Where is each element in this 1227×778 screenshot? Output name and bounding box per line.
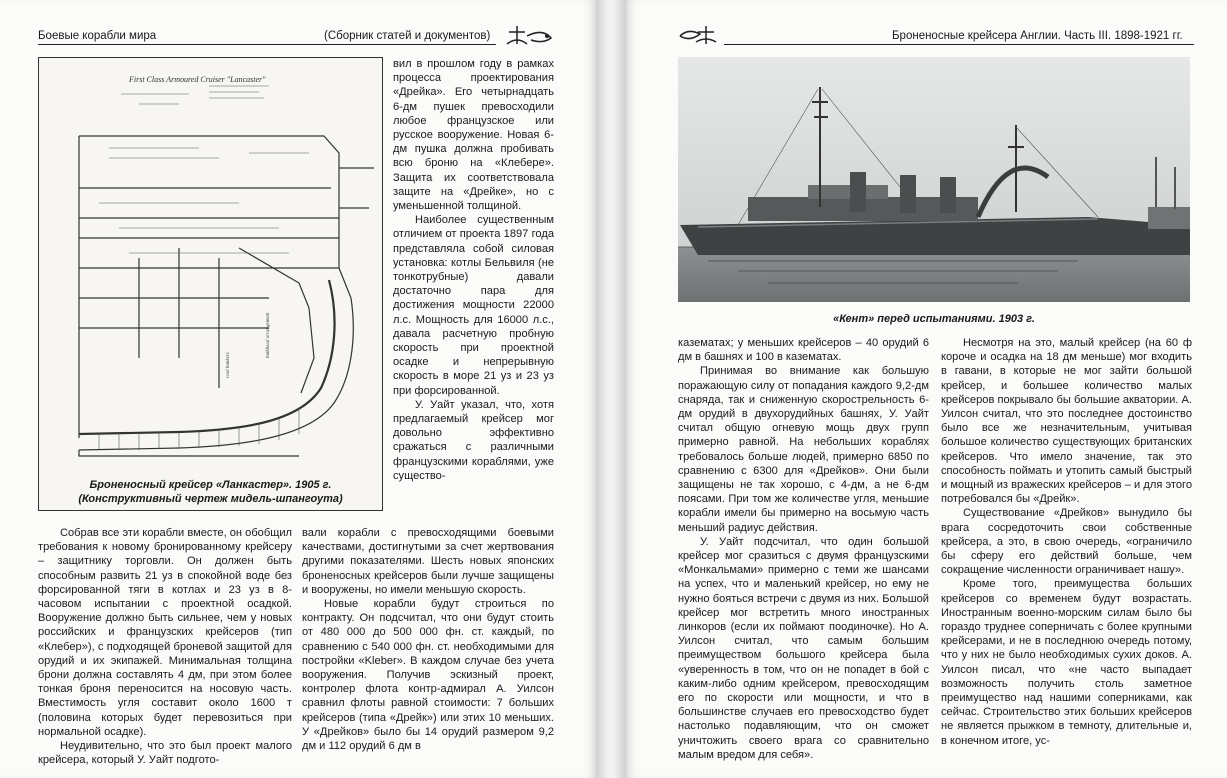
paragraph: Собрав все эти корабли вместе, он обобщил требования к новому бронированному крейсеру – защитнику торговли. Он должен быть способным развить 21 уз в спокойной воде без форсированной тяги в котлах и 23 уз в 8-часовом испытании с проектной осадкой. Вооружение должно быть сильнее, чем у новых российских и французских крейсеров (тип «Клебер»), с подходящей броневой защитой для орудий и их экипажей. Минимальная толщина брони должна составлять 4 дм, при этом более тонкая броня переносится на носовую часть. Вместимость угля составит около 1600 т (половина которых будет перевозиться при нормальной осадке). bbox=[38, 527, 292, 738]
figure-caption-line2: (Конструктивный чертеж мидель-шпангоута) bbox=[78, 492, 343, 505]
right-page-column-a bbox=[678, 336, 929, 762]
figure-caption bbox=[39, 479, 382, 506]
paragraph: У. Уайт подсчитал, что один большой крейсер мог сразиться с двумя французскими «Монкальмами» примерно с теми же шансами на успех, что и маленький крейсер, но ему не нужно бояться встречи с двумя из них. Большой крейсер мог встретить много иностранных линкоров (если их поймают поодиночке). Но А. Уилсон считал, что самым большим преимуществом большого крейсера была «уверенность в том, что он не попадет в бой с каким-либо одним крейсером, превосходящим его по скорости или мощности, и что в большинстве случаев его превосходство будет настолько подавляющим, что он сможет уничтожить своего врага со сравнительно малым вредом для себя». bbox=[678, 535, 929, 761]
paragraph: вали корабли с превосходящими боевыми качествами, достигнутыми за счет жертвования другими показателями. Шесть новых японских броненосных крейсеров были лучше защищены и вооружены, но имели меньшую скорость. bbox=[302, 527, 554, 596]
svg-text:bulkhead arrangement: bulkhead arrangement bbox=[266, 312, 271, 358]
paragraph: Несмотря на это, малый крейсер (на 60 ф короче и осадка на 18 дм меньше) мог входить в гавани, в которые не мог зайти большой крейсер, и большее количество малых крейсеров покрывало бы большие акватории. А. Уилсон считал, что это последнее достоинство было все же незначительным, учитывая большое количество существующих британских крейсеров. Что имело значение, так это способность поймать и утопить самый быстрый и мощный из вражеских крейсеров – и для этого потребовался бы «Дрейк». bbox=[941, 337, 1192, 506]
figure-caption-line1: Броненосный крейсер «Ланкастер». 1905 г. bbox=[89, 479, 332, 491]
photo-caption: «Кент» перед испытаниями. 1903 г. bbox=[833, 313, 1035, 325]
left-page-side-column bbox=[393, 57, 554, 483]
midship-section-drawing bbox=[39, 58, 382, 476]
ship-photo bbox=[678, 57, 1190, 302]
book-gutter bbox=[596, 0, 626, 778]
left-header-title: Боевые корабли мира bbox=[38, 30, 157, 42]
paragraph: Кроме того, преимущества больших крейсеров со временем будут возрастать. Иностранным военно-морским силам было бы гораздо труднее соперничать с более крупными крейсерами, и не в последнюю очередь потому, что у них не было необходимых сухих доков. А. Уилсон писал, что «не часто выпадает возможность получить столь заметное преимущество над нашими соперниками, как сейчас. Строительство этих больших крейсеров не является прыжком в темноту, длительные и, в конечном итоге, ус- bbox=[941, 578, 1192, 747]
anchor-logo-icon bbox=[503, 22, 555, 48]
paragraph: Наиболее существенным отличием от проекта 1897 года представляла собой силовая установка: котлы Бельвиля (не тонкотрубные) давали достаточно пара для достижения мощности 22000 л.с. Мощность для 16000 л.с., давала расчетную пробную скорость при проектной осадке и непрерывную скорость в море 21 уз и 23 уз при форсированной. bbox=[393, 214, 554, 397]
right-header-rule bbox=[724, 44, 1194, 45]
cruiser-photo-image bbox=[678, 57, 1190, 302]
right-header-title: Броненосные крейсера Англии. Часть III. 1898-1921 гг. bbox=[892, 30, 1183, 42]
paragraph: Принимая во внимание как большую поражающую силу от попадания каждого 9,2-дм снаряда, так и сниженную скорострельность 6-дм орудий в двухорудийных башнях, У. Уайт считал общую огневую мощь двух групп примерно равной. На небольших кораблях требовалось больше людей, примерно 6850 по сравнению с 6300 для «Дрейков». Они были защищены не так хорошо, с 4-дм, а не 6-дм поясами. При том же количестве угля, меньшие корабли имели бы примерно на восьмую часть меньший радиус действия. bbox=[678, 365, 929, 534]
paragraph: Новые корабли будут строиться по контракту. Он подсчитал, что они будут стоить от 480 000 до 500 000 фн. ст. каждый, по сравнению с 540 000 фн. ст. необходимыми для постройки «Kleber». В каждом случае без учета вооружения. Получив эскизный проект, контролер флота контр-адмирал А. Уилсон сравнил флоты равной стоимости: 7 больших крейсеров (типа «Дрейк») или этих 10 меньших. У «Дрейков» было бы 14 орудий размером 9,2 дм и 112 орудий 6 дм в bbox=[302, 598, 554, 753]
construction-drawing-figure bbox=[38, 57, 383, 511]
left-page-column-a bbox=[38, 526, 292, 767]
right-page-column-b bbox=[941, 336, 1192, 748]
paragraph: вил в прошлом году в рамках процесса проектирования «Дрейка». Его четырнадцать 6-дм пушек превосходили любое французское или русское вооружение. Новая 6-дм пушка должна пробивать всю броню на «Клебере». Защита их соответствовала защите на «Дрейке», но с уменьшенной толщиной. bbox=[393, 58, 554, 213]
left-header-rule bbox=[38, 44, 496, 45]
paragraph: Неудивительно, что это был проект малого крейсера, который У. Уайт подгото- bbox=[38, 740, 292, 767]
paragraph: У. Уайт указал, что, хотя предлагаемый крейсер мог довольно эффективно сражаться с различными французскими кораблями, уже существо- bbox=[393, 398, 554, 482]
svg-text:coal bunkers: coal bunkers bbox=[226, 352, 231, 378]
paragraph: казематах; у меньших крейсеров – 40 орудий 6 дм в башнях и 100 в казематах. bbox=[678, 337, 929, 364]
right-page bbox=[626, 0, 1227, 778]
drawing-title: First Class Armoured Cruiser "Lancaster" bbox=[129, 75, 266, 84]
anchor-logo-icon bbox=[676, 24, 720, 46]
left-page bbox=[0, 0, 596, 778]
left-page-column-b bbox=[302, 526, 554, 753]
paragraph: Существование «Дрейков» вынудило бы врага сосредоточить свои собственные крейсера, а это, в свою очередь, «ограничило бы сферу его действий больше, чем сокращение численности ограничивает нашу». bbox=[941, 507, 1192, 577]
left-header-subtitle: (Сборник статей и документов) bbox=[324, 30, 491, 42]
